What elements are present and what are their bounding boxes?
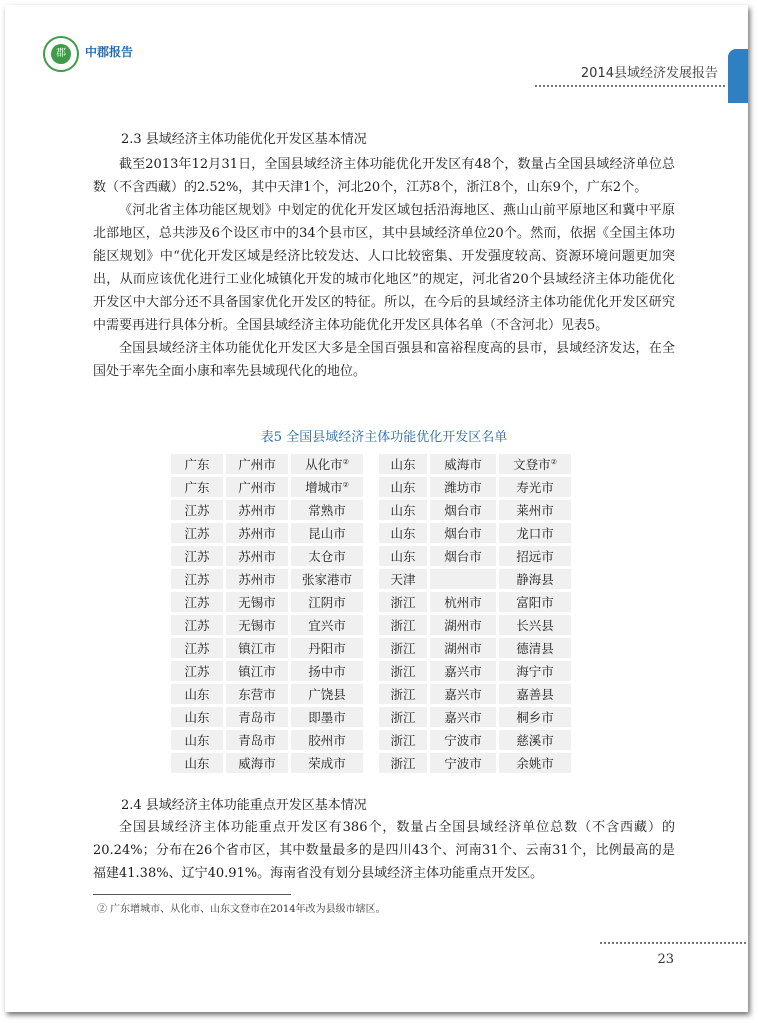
province-cell-text: 浙江 bbox=[390, 641, 416, 656]
county-cell-text: 胶州市 bbox=[308, 733, 346, 748]
county-cell bbox=[291, 684, 363, 704]
city-cell-text: 苏州市 bbox=[238, 526, 276, 541]
county-cell-text: 长兴县 bbox=[516, 618, 554, 633]
table-row bbox=[171, 753, 571, 773]
province-cell bbox=[379, 569, 427, 589]
province-cell bbox=[171, 523, 223, 543]
province-cell bbox=[171, 500, 223, 520]
section-2-4-body bbox=[93, 816, 675, 885]
column-gap bbox=[366, 477, 376, 497]
province-cell-text: 江苏 bbox=[184, 572, 210, 587]
province-cell bbox=[171, 730, 223, 750]
county-cell-text: 莱州市 bbox=[516, 503, 554, 518]
city-cell bbox=[430, 638, 496, 658]
province-cell bbox=[171, 638, 223, 658]
city-cell-text: 宁波市 bbox=[444, 756, 482, 771]
column-gap bbox=[366, 523, 376, 543]
county-cell bbox=[499, 477, 571, 497]
city-cell-text: 杭州市 bbox=[444, 595, 482, 610]
county-cell bbox=[291, 454, 363, 474]
province-cell bbox=[379, 638, 427, 658]
county-cell-text: 张家港市 bbox=[301, 572, 352, 587]
county-cell-text: 寿光市 bbox=[516, 480, 554, 495]
paragraph: 《河北省主体功能区规划》中划定的优化开发区域包括沿海地区、燕山山前平原地区和冀中平原北部地区，总共涉及6个设区市中的34个县市区，其中县域经济单位20个。然而，依据《全国主体功能区规划》中“优化开发区域是经济比较发达、人口比较密集、开发强度较高、资源环境问题更加突出，从而应该优化进行工业化城镇化开发的城市化地区”的规定，河北省20个县域经济主体功能优化开发区中大部分还不具备国家优化开发区的特征。所以，在今后的县域经济主体功能优化开发区研究中需要再进行具体分析。全国县域经济主体功能优化开发区具体名单（不含河北）见表5。 bbox=[93, 203, 675, 333]
column-gap bbox=[366, 615, 376, 635]
footer-dotted-rule bbox=[600, 942, 748, 944]
county-cell-text: 丹阳市 bbox=[308, 641, 346, 656]
county-cell bbox=[291, 477, 363, 497]
city-cell bbox=[430, 546, 496, 566]
province-cell-text: 山东 bbox=[390, 457, 416, 472]
county-cell-text: 扬中市 bbox=[308, 664, 346, 679]
county-cell bbox=[499, 707, 571, 727]
city-cell bbox=[430, 661, 496, 681]
province-cell-text: 广东 bbox=[184, 480, 210, 495]
province-cell-text: 浙江 bbox=[390, 733, 416, 748]
county-cell bbox=[499, 500, 571, 520]
brand-name: 中郡报告 bbox=[85, 45, 134, 59]
table-row bbox=[171, 638, 571, 658]
county-cell-text: 从化市 bbox=[305, 457, 343, 472]
province-cell-text: 浙江 bbox=[390, 687, 416, 702]
column-gap bbox=[366, 592, 376, 612]
county-cell-text: 海宁市 bbox=[516, 664, 554, 679]
city-cell bbox=[226, 684, 288, 704]
city-cell-text: 威海市 bbox=[238, 756, 276, 771]
province-cell-text: 山东 bbox=[390, 503, 416, 518]
province-cell-text: 广东 bbox=[184, 457, 210, 472]
city-cell-text: 烟台市 bbox=[444, 549, 482, 564]
city-cell bbox=[430, 753, 496, 773]
city-cell-text: 苏州市 bbox=[238, 503, 276, 518]
footnote-marker: ② bbox=[550, 457, 557, 466]
county-cell-text: 太仓市 bbox=[308, 549, 346, 564]
province-cell-text: 江苏 bbox=[184, 503, 210, 518]
column-gap bbox=[366, 500, 376, 520]
city-cell bbox=[430, 684, 496, 704]
province-cell bbox=[171, 454, 223, 474]
province-cell bbox=[171, 753, 223, 773]
province-cell-text: 江苏 bbox=[184, 664, 210, 679]
province-cell bbox=[379, 477, 427, 497]
county-cell-text: 招远市 bbox=[516, 549, 554, 564]
city-cell-text: 广州市 bbox=[238, 480, 276, 495]
city-cell bbox=[226, 592, 288, 612]
county-cell bbox=[291, 753, 363, 773]
city-cell-text: 威海市 bbox=[444, 457, 482, 472]
province-cell bbox=[379, 730, 427, 750]
county-cell bbox=[291, 500, 363, 520]
column-gap bbox=[366, 638, 376, 658]
county-cell bbox=[499, 569, 571, 589]
report-page bbox=[5, 5, 748, 1012]
city-cell bbox=[226, 730, 288, 750]
table-row bbox=[171, 615, 571, 635]
province-cell-text: 江苏 bbox=[184, 526, 210, 541]
section-2-3-title: 2.3 县域经济主体功能优化开发区基本情况 bbox=[121, 132, 367, 147]
city-cell-text: 苏州市 bbox=[238, 549, 276, 564]
province-cell-text: 山东 bbox=[184, 687, 210, 702]
county-cell-text: 昆山市 bbox=[308, 526, 346, 541]
county-cell-text: 广饶县 bbox=[308, 687, 346, 702]
county-cell-text: 静海县 bbox=[516, 572, 554, 587]
province-cell-text: 山东 bbox=[184, 710, 210, 725]
county-cell bbox=[499, 523, 571, 543]
county-cell bbox=[291, 569, 363, 589]
county-cell-text: 文登市 bbox=[513, 457, 551, 472]
city-cell bbox=[430, 730, 496, 750]
section-2-4-title: 2.4 县域经济主体功能重点开发区基本情况 bbox=[121, 798, 367, 813]
column-gap bbox=[366, 454, 376, 474]
county-cell bbox=[291, 546, 363, 566]
province-cell bbox=[379, 684, 427, 704]
county-cell bbox=[499, 454, 571, 474]
table-5-caption: 表5 全国县域经济主体功能优化开发区名单 bbox=[260, 430, 508, 445]
table-row bbox=[171, 730, 571, 750]
county-cell-text: 慈溪市 bbox=[516, 733, 554, 748]
province-cell-text: 山东 bbox=[184, 756, 210, 771]
province-cell bbox=[379, 661, 427, 681]
province-cell bbox=[171, 684, 223, 704]
county-cell bbox=[499, 546, 571, 566]
city-cell bbox=[226, 615, 288, 635]
table-row bbox=[171, 592, 571, 612]
province-cell bbox=[379, 707, 427, 727]
county-cell bbox=[499, 661, 571, 681]
city-cell-text: 镇江市 bbox=[238, 664, 276, 679]
province-cell-text: 江苏 bbox=[184, 595, 210, 610]
city-cell-text: 镇江市 bbox=[238, 641, 276, 656]
city-cell bbox=[430, 477, 496, 497]
county-cell-text: 荣成市 bbox=[308, 756, 346, 771]
province-cell bbox=[379, 546, 427, 566]
table-row bbox=[171, 707, 571, 727]
city-cell-text: 广州市 bbox=[238, 457, 276, 472]
city-cell bbox=[430, 500, 496, 520]
header-dotted-rule bbox=[535, 85, 725, 87]
page-number: 23 bbox=[657, 952, 674, 967]
county-cell bbox=[291, 730, 363, 750]
county-cell-text: 宜兴市 bbox=[308, 618, 346, 633]
column-gap bbox=[366, 707, 376, 727]
city-cell-text: 东营市 bbox=[238, 687, 276, 702]
city-cell-text: 湖州市 bbox=[444, 618, 482, 633]
table-row bbox=[171, 500, 571, 520]
chapter-tab-marker bbox=[728, 49, 748, 103]
city-cell bbox=[226, 477, 288, 497]
city-cell-text: 湖州市 bbox=[444, 641, 482, 656]
county-cell-text: 嘉善县 bbox=[516, 687, 554, 702]
city-cell-text: 烟台市 bbox=[444, 526, 482, 541]
province-cell-text: 山东 bbox=[184, 733, 210, 748]
county-cell bbox=[499, 592, 571, 612]
county-cell bbox=[499, 753, 571, 773]
footnote-marker: ② bbox=[342, 480, 349, 489]
province-cell-text: 浙江 bbox=[390, 618, 416, 633]
table-row bbox=[171, 477, 571, 497]
city-cell-text: 嘉兴市 bbox=[444, 687, 482, 702]
city-cell bbox=[430, 454, 496, 474]
county-cell bbox=[499, 615, 571, 635]
province-cell-text: 山东 bbox=[390, 549, 416, 564]
county-cell-text: 余姚市 bbox=[516, 756, 554, 771]
city-cell bbox=[226, 707, 288, 727]
table-row bbox=[171, 454, 571, 474]
county-cell-text: 龙口市 bbox=[516, 526, 554, 541]
county-cell-text: 桐乡市 bbox=[516, 710, 554, 725]
paragraph: 全国县域经济主体功能优化开发区大多是全国百强县和富裕程度高的县市，县域经济发达，在全国处于率先全面小康和率先县域现代化的地位。 bbox=[93, 341, 675, 379]
city-cell-text: 青岛市 bbox=[238, 710, 276, 725]
county-cell bbox=[291, 523, 363, 543]
table-row bbox=[171, 546, 571, 566]
zhongjun-logo-icon bbox=[43, 36, 79, 72]
province-cell bbox=[379, 753, 427, 773]
city-cell bbox=[226, 500, 288, 520]
province-cell bbox=[379, 592, 427, 612]
county-cell-text: 常熟市 bbox=[308, 503, 346, 518]
province-cell bbox=[171, 546, 223, 566]
footnote: ② 广东增城市、从化市、山东文登市在2014年改为县级市辖区。 bbox=[97, 904, 386, 915]
county-cell bbox=[291, 707, 363, 727]
city-cell-text: 宁波市 bbox=[444, 733, 482, 748]
province-cell-text: 山东 bbox=[390, 480, 416, 495]
province-cell-text: 江苏 bbox=[184, 641, 210, 656]
county-cell bbox=[499, 638, 571, 658]
county-cell-text: 即墨市 bbox=[308, 710, 346, 725]
column-gap bbox=[366, 730, 376, 750]
logo-glyph: 郡 bbox=[51, 44, 71, 64]
column-gap bbox=[366, 684, 376, 704]
running-header-title: 2014县域经济发展报告 bbox=[580, 66, 718, 81]
city-cell bbox=[226, 661, 288, 681]
city-cell-text: 青岛市 bbox=[238, 733, 276, 748]
city-cell bbox=[430, 569, 496, 589]
city-cell-text: 无锡市 bbox=[238, 595, 276, 610]
county-cell bbox=[291, 615, 363, 635]
table-row bbox=[171, 684, 571, 704]
county-cell-text: 江阴市 bbox=[308, 595, 346, 610]
city-cell bbox=[226, 638, 288, 658]
county-cell bbox=[499, 684, 571, 704]
column-gap bbox=[366, 546, 376, 566]
province-cell bbox=[379, 454, 427, 474]
province-cell bbox=[171, 569, 223, 589]
city-cell-text: 苏州市 bbox=[238, 572, 276, 587]
city-cell bbox=[226, 569, 288, 589]
city-cell bbox=[430, 615, 496, 635]
city-cell bbox=[226, 546, 288, 566]
province-cell bbox=[171, 477, 223, 497]
province-cell-text: 浙江 bbox=[390, 664, 416, 679]
province-cell-text: 江苏 bbox=[184, 549, 210, 564]
city-cell bbox=[226, 454, 288, 474]
province-cell-text: 山东 bbox=[390, 526, 416, 541]
city-cell bbox=[226, 753, 288, 773]
province-cell bbox=[379, 615, 427, 635]
province-cell bbox=[379, 500, 427, 520]
province-cell bbox=[171, 615, 223, 635]
city-cell bbox=[430, 707, 496, 727]
county-cell bbox=[291, 661, 363, 681]
city-cell-text: 潍坊市 bbox=[444, 480, 482, 495]
column-gap bbox=[366, 753, 376, 773]
city-cell bbox=[226, 523, 288, 543]
city-cell-text: 嘉兴市 bbox=[444, 664, 482, 679]
province-cell-text: 浙江 bbox=[390, 756, 416, 771]
province-cell bbox=[171, 592, 223, 612]
paragraph: 全国县域经济主体功能重点开发区有386个，数量占全国县域经济单位总数（不含西藏）的20.24%；分布在26个省市区，其中数量最多的是四川43个、河南31个、云南31个，比例最高的是福建41.38%、辽宁40.91%。海南省没有划分县域经济主体功能重点开发区。 bbox=[93, 820, 675, 881]
footnote-rule bbox=[93, 894, 291, 895]
province-cell bbox=[379, 523, 427, 543]
county-cell bbox=[291, 592, 363, 612]
province-cell-text: 浙江 bbox=[390, 710, 416, 725]
column-gap bbox=[366, 569, 376, 589]
table-row bbox=[171, 661, 571, 681]
table-row bbox=[171, 523, 571, 543]
county-cell bbox=[499, 730, 571, 750]
section-2-3-body bbox=[93, 153, 675, 383]
province-cell bbox=[171, 661, 223, 681]
county-cell bbox=[291, 638, 363, 658]
city-cell-text: 烟台市 bbox=[444, 503, 482, 518]
city-cell bbox=[430, 592, 496, 612]
paragraph: 截至2013年12月31日，全国县域经济主体功能优化开发区有48个，数量占全国县域经济单位总数（不含西藏）的2.52%，其中天津1个，河北20个，江苏8个，浙江8个，山东9个，广东2个。 bbox=[93, 157, 675, 195]
city-cell bbox=[430, 523, 496, 543]
footnote-marker: ② bbox=[342, 457, 349, 466]
province-cell-text: 天津 bbox=[390, 572, 416, 587]
province-cell-text: 浙江 bbox=[390, 595, 416, 610]
province-cell-text: 江苏 bbox=[184, 618, 210, 633]
city-cell-text: 无锡市 bbox=[238, 618, 276, 633]
county-cell-text: 富阳市 bbox=[516, 595, 554, 610]
county-cell-text: 德清县 bbox=[516, 641, 554, 656]
column-gap bbox=[366, 661, 376, 681]
table-5 bbox=[168, 451, 574, 776]
province-cell bbox=[171, 707, 223, 727]
city-cell-text: 嘉兴市 bbox=[444, 710, 482, 725]
county-cell-text: 增城市 bbox=[305, 480, 343, 495]
table-row bbox=[171, 569, 571, 589]
